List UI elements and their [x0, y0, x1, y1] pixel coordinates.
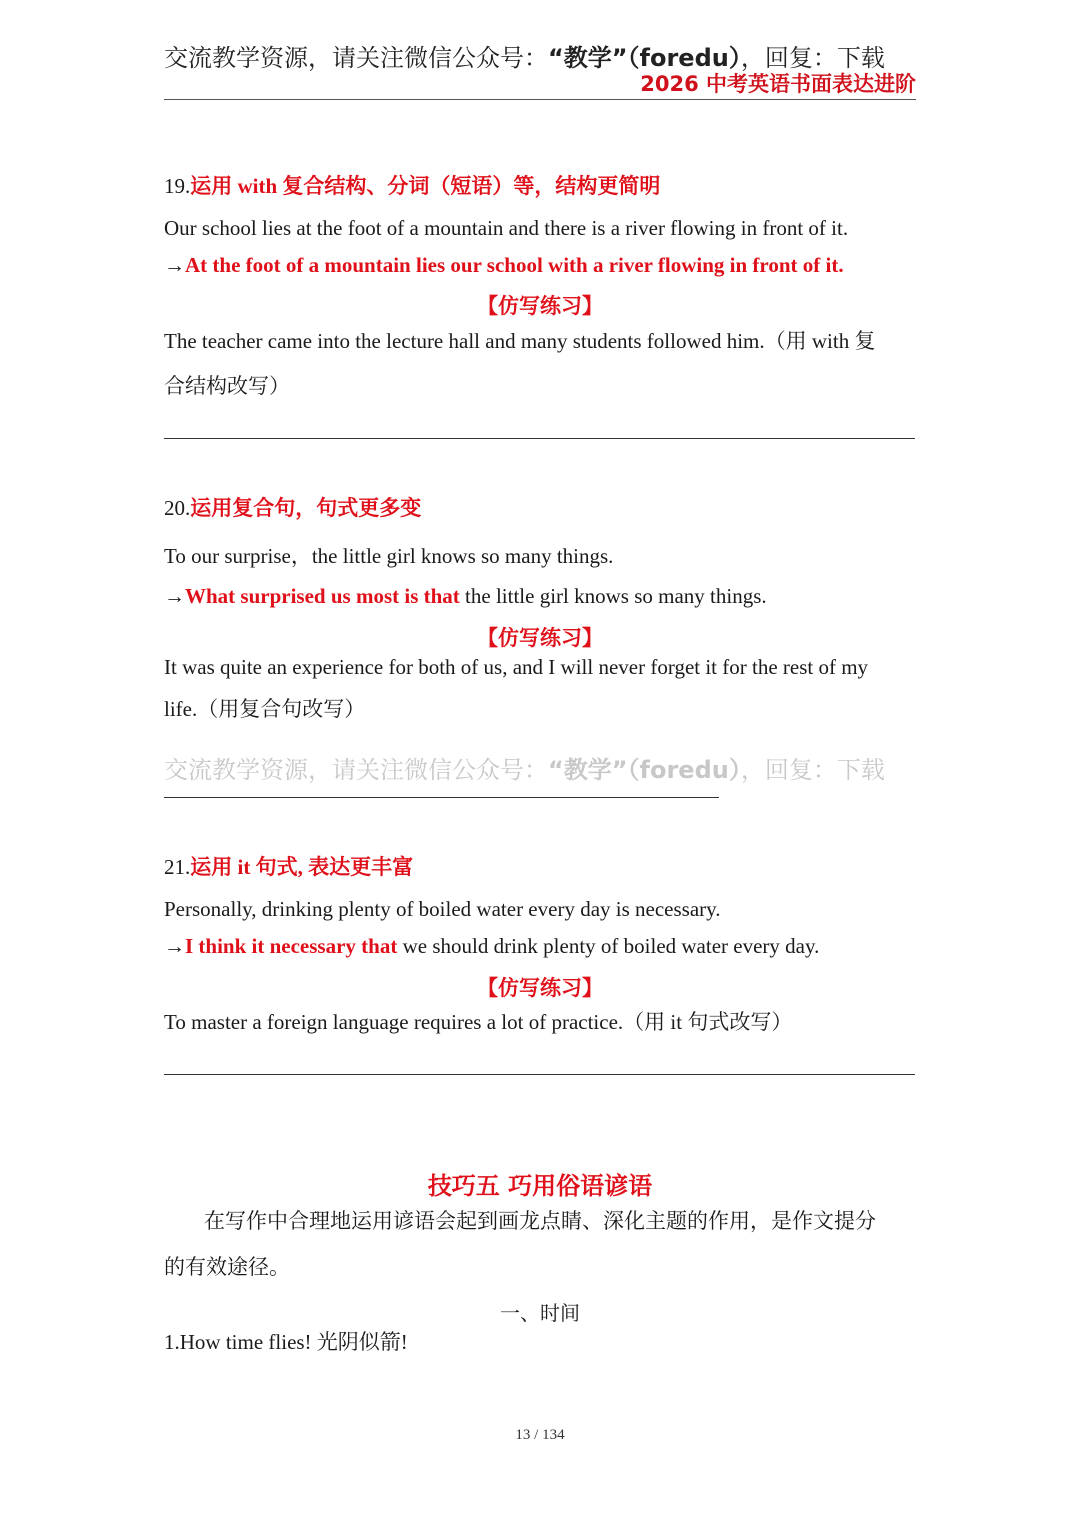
section-time-heading: 一、时间 [500, 1301, 580, 1325]
section-20-answer-line[interactable] [164, 797, 719, 798]
section-21-heading: 21.运用 it 句式, 表达更丰富 [164, 855, 414, 879]
section-19-answer-line[interactable] [164, 438, 915, 439]
section-19-rewrite: →At the foot of a mountain lies our school with a river flowing in front of it. [164, 253, 844, 277]
section-19-exercise-line1: The teacher came into the lecture hall and many students followed him.（用 with 复 [164, 329, 876, 353]
section-21-answer-line[interactable] [164, 1074, 915, 1075]
section-21-original: Personally, drinking plenty of boiled water every day is necessary. [164, 897, 721, 921]
section-21-practice-label: 【仿写练习】 [477, 976, 603, 1000]
page-number: 13 / 134 [515, 1427, 565, 1443]
section-19-practice-label: 【仿写练习】 [477, 294, 603, 318]
section-20-original: To our surprise，the little girl knows so many things. [164, 544, 614, 568]
header-divider [164, 99, 916, 100]
section-19-exercise-line2: 合结构改写） [164, 374, 290, 398]
section-19-heading: 19.运用 with 复合结构、分词（短语）等，结构更简明 [164, 174, 661, 198]
proverb-item-1: 1.How time flies! 光阴似箭! [164, 1330, 408, 1354]
section-21-rewrite: →I think it necessary that we should drink plenty of boiled water every day. [164, 934, 820, 958]
section-20-heading: 20.运用复合句，句式更多变 [164, 496, 422, 520]
watermark-notice: 交流教学资源，请关注微信公众号：“教学”（foredu），回复：下载 [164, 756, 885, 784]
section-20-rewrite: →What surprised us most is that the little girl knows so many things. [164, 584, 767, 608]
header-doc-title: 2026 中考英语书面表达进阶 [640, 72, 916, 96]
tip-5-title: 技巧五 巧用俗语谚语 [427, 1172, 653, 1200]
header-notice: 交流教学资源，请关注微信公众号：“教学”（foredu），回复：下载 [164, 44, 885, 72]
section-20-exercise-line1: It was quite an experience for both of us, and I will never forget it for the rest of my [164, 655, 869, 679]
section-20-exercise-line2: life.（用复合句改写） [164, 697, 366, 721]
tip-5-intro-line1: 在写作中合理地运用谚语会起到画龙点睛、深化主题的作用，是作文提分 [204, 1209, 876, 1233]
tip-5-intro-line2: 的有效途径。 [164, 1255, 290, 1279]
section-21-exercise: To master a foreign language requires a lot of practice.（用 it 句式改写） [164, 1010, 793, 1034]
section-19-original: Our school lies at the foot of a mountain and there is a river flowing in front of it. [164, 216, 849, 240]
section-20-practice-label: 【仿写练习】 [477, 626, 603, 650]
